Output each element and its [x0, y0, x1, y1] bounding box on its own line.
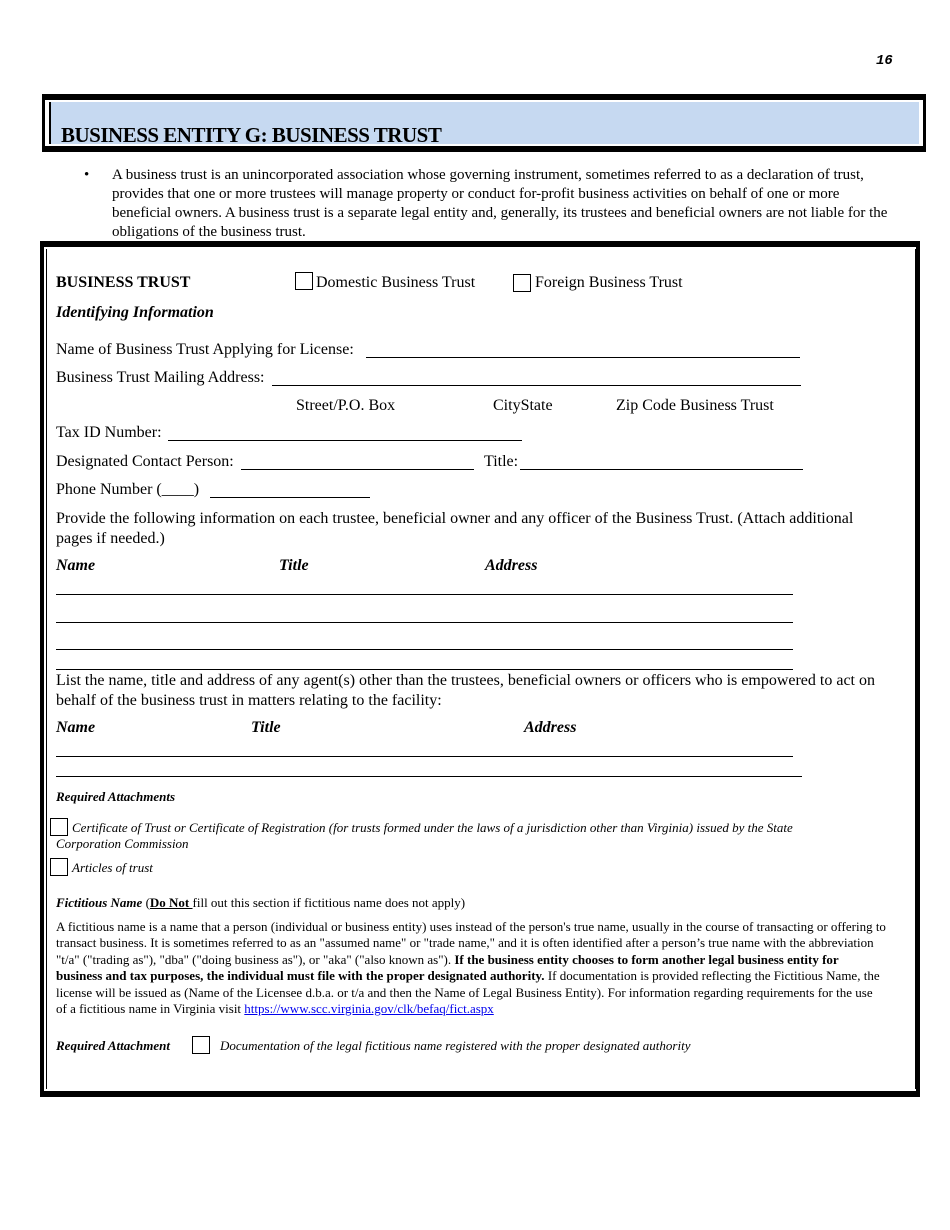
identifying-info-heading: Identifying Information: [56, 304, 214, 321]
mailing-address-label: Business Trust Mailing Address:: [56, 369, 265, 386]
intro-text: A business trust is an unincorporated association whose governing instrument, sometimes referred to as a declaration of trust, provides that one or more trustees will manage property or conduct for-profit business activities on behalf of one or more beneficial owners. A business trust is a separate legal entity and, generally, its trustees and beneficial owners are not liable for the obligations of the business trust.: [112, 167, 888, 240]
zip-caption: Zip Code Business Trust: [616, 397, 774, 414]
street-caption: Street/P.O. Box: [296, 397, 396, 414]
fictitious-doc-checkbox[interactable]: [192, 1036, 210, 1054]
fictitious-paragraph: [56, 919, 886, 1017]
trust-name-field[interactable]: [366, 357, 800, 358]
page-number: 16: [876, 53, 893, 69]
title-label: Title:: [484, 453, 519, 470]
fictitious-paren: (: [142, 895, 150, 910]
trustee-col-title: Title: [279, 557, 309, 574]
agent-instructions: List the name, title and address of any agent(s) other than the trustees, beneficial owners or officers who is empowered to act on behalf of the business trust in matters relating to the facility:: [56, 672, 875, 709]
foreign-label: Foreign Business Trust: [535, 274, 683, 291]
fictitious-bold-text: If the business entity chooses to form another legal business entity for business and tax purposes, the individual must file with the proper designated authority.: [56, 951, 839, 984]
banner-fill: [49, 102, 919, 147]
tax-id-label: Tax ID Number:: [56, 424, 162, 441]
agent-col-title: Title: [251, 719, 281, 736]
phone-label: Phone Number (____): [56, 481, 200, 498]
required-attachments-heading: Required Attachments: [56, 789, 176, 804]
trustee-row-line[interactable]: [56, 594, 793, 595]
trustee-row-line[interactable]: [56, 669, 793, 670]
fictitious-doc-text: Documentation of the legal fictitious name registered with the proper designated authority: [220, 1038, 691, 1053]
agent-row-line[interactable]: [56, 756, 793, 757]
section-banner: [42, 94, 926, 152]
agent-row-line[interactable]: [56, 776, 802, 777]
bullet-icon: •: [84, 167, 90, 183]
title-field[interactable]: [520, 469, 803, 470]
intro-bullet-item: [84, 166, 894, 242]
fictitious-heading-row: [56, 895, 465, 911]
trustee-instructions: Provide the following information on each trustee, beneficial owner and any officer of the Business Trust. (Attach additional pages if needed.): [56, 510, 854, 547]
foreign-checkbox[interactable]: [513, 274, 531, 292]
trustee-col-address: Address: [485, 557, 538, 574]
trust-name-label: Name of Business Trust Applying for License:: [56, 341, 354, 358]
trustee-row-line[interactable]: [56, 649, 793, 650]
do-not-text: Do Not: [149, 895, 193, 910]
fictitious-note: fill out this section if fictitious name does not apply): [192, 895, 466, 910]
trustee-row-line[interactable]: [56, 622, 793, 623]
tax-id-field[interactable]: [168, 440, 522, 441]
scc-link[interactable]: https://www.scc.virginia.gov/clk/befaq/fict.aspx: [244, 1001, 494, 1017]
fictitious-heading: Fictitious Name: [56, 895, 143, 910]
articles-text: Articles of trust: [72, 860, 153, 875]
contact-person-label: Designated Contact Person:: [56, 453, 234, 470]
agent-col-address: Address: [524, 719, 577, 736]
business-trust-label: BUSINESS TRUST: [56, 274, 191, 291]
contact-person-field[interactable]: [241, 469, 474, 470]
phone-field[interactable]: [210, 497, 370, 498]
city-state-caption: CityState: [493, 397, 553, 414]
fictitious-text-1: A fictitious name is a name that a person (individual or business entity) uses instead of the person's true name, usually in the course of transacting or offering to transact business. It is sometimes referred to as an "assumed name" or "trade name," and it is often identified after a person’s true name with the abbreviation "t/a" ("trading as"), "dba" ("doing business as"), or "aka" ("also known as").: [56, 919, 886, 967]
domestic-checkbox[interactable]: [295, 272, 313, 290]
agent-col-name: Name: [56, 719, 96, 736]
articles-checkbox[interactable]: [50, 858, 68, 876]
required-attachment-label: Required Attachment: [56, 1038, 170, 1053]
mailing-address-field[interactable]: [272, 385, 801, 386]
certificate-text: Certificate of Trust or Certificate of Registration (for trusts formed under the laws of a jurisdiction other than Virginia) issued by the State Corporation Commission: [56, 820, 793, 851]
fictitious-text-2: If documentation is provided reflecting the Fictitious Name, the license will be issued as (Name of the Licensee d.b.a. or t/a and then the Name of Legal Business Entity). For information regarding requirements for the use of a fictitious name in Virginia visit: [56, 968, 880, 1017]
domestic-label: Domestic Business Trust: [316, 274, 476, 291]
page-title: BUSINESS ENTITY G: BUSINESS TRUST: [61, 123, 442, 147]
trustee-col-name: Name: [56, 557, 96, 574]
